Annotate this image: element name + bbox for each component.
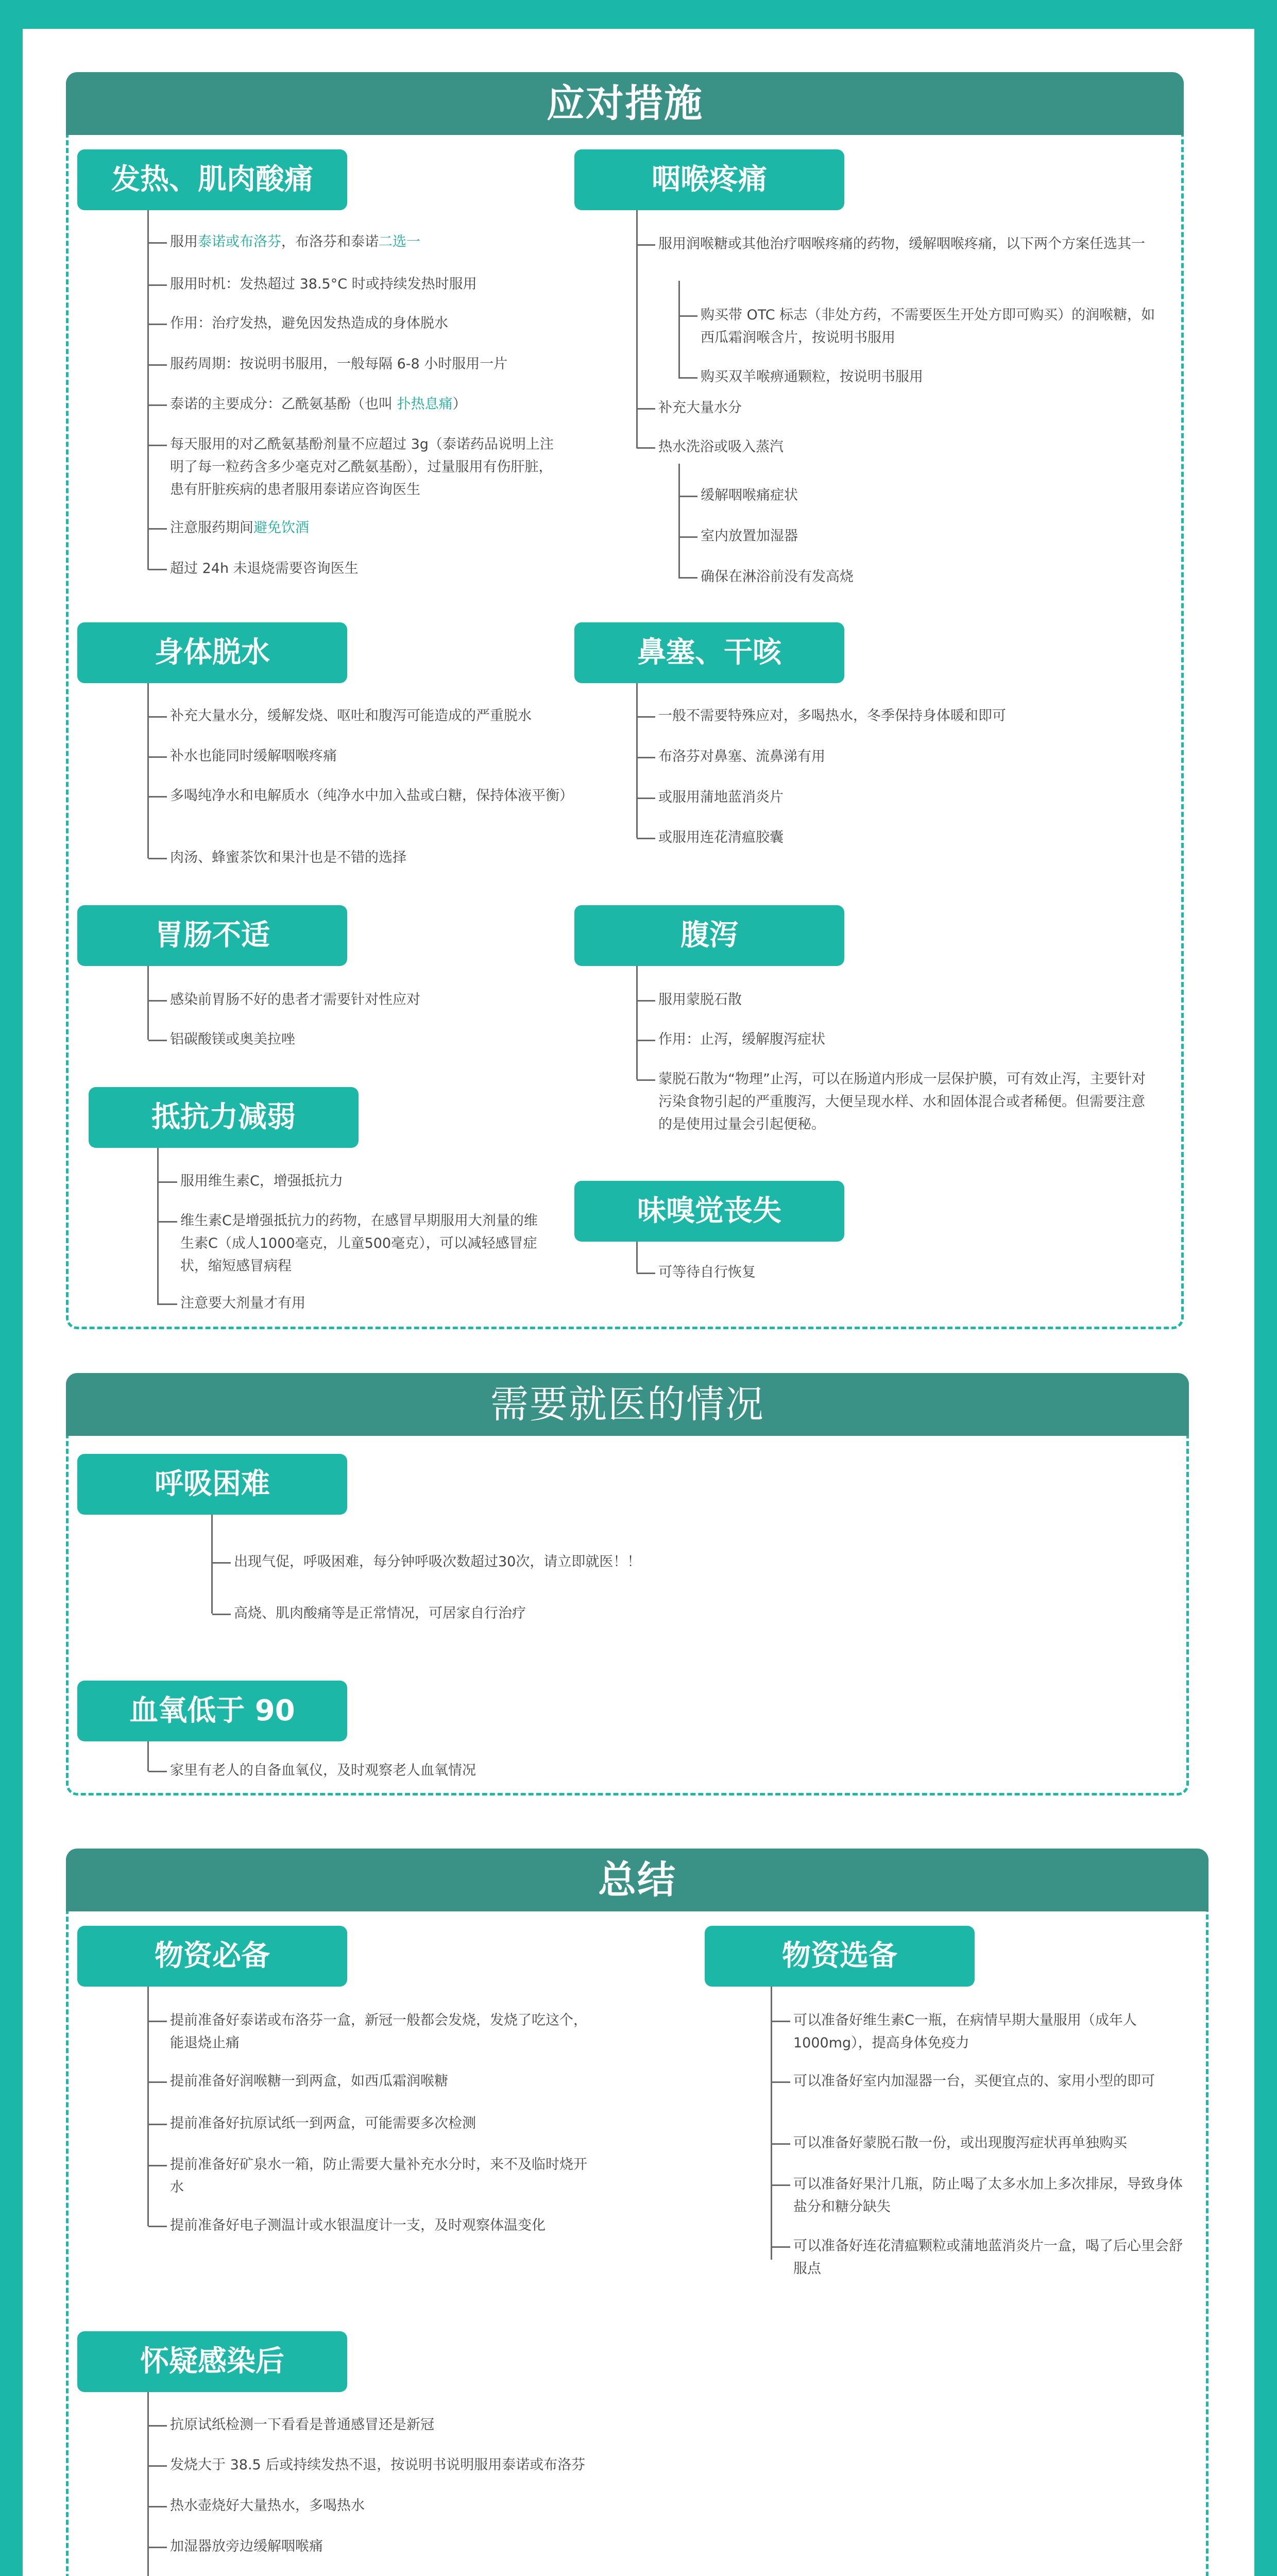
fever-item: 泰诺的主要成分：乙酰氨基酚（也叫 扑热息痛）	[170, 393, 541, 416]
nose-pill: 鼻塞、干咳	[574, 622, 844, 683]
throat-item: 补充大量水分	[658, 397, 1122, 419]
throat-subitem: 室内放置加湿器	[701, 525, 1113, 548]
immunity-pill: 抵抗力减弱	[89, 1087, 359, 1148]
diarrhea-item: 作用：止泻，缓解腹泻症状	[658, 1028, 1173, 1051]
nose-item: 或服用蒲地蓝消炎片	[658, 786, 1173, 809]
suspect-item: 加湿器放旁边缓解咽喉痛	[170, 2535, 737, 2558]
suspect-item: 热水壶烧好大量热水，多喝热水	[170, 2495, 737, 2517]
suspect-item: 发烧大于 38.5 后或持续发热不退，按说明书说明服用泰诺或布洛芬	[170, 2454, 737, 2477]
fever-item: 超过 24h 未退烧需要咨询医生	[170, 557, 541, 580]
must-item: 提前准备好泰诺或布洛芬一盒，新冠一般都会发烧，发烧了吃这个，能退烧止痛	[170, 2009, 598, 2055]
throat-subitem: 购买带 OTC 标志（非处方药，不需要医生开处方即可购买）的润喉糖，如西瓜霜润喉含片，按说明书服用	[701, 304, 1164, 349]
diarrhea-pill: 腹泻	[574, 905, 844, 966]
fever-item: 服用泰诺或布洛芬，布洛芬和泰诺二选一	[170, 231, 541, 253]
must-item: 提前准备好润喉糖一到两盒，如西瓜霜润喉糖	[170, 2070, 598, 2093]
diarrhea-item: 蒙脱石散为“物理”止泻，可以在肠道内形成一层保护膜，可有效止泻，主要针对污染食物引起的严重腹泻，大便呈现水样、水和固体混合或者稀便。但需要注意的是使用过量会引起便秘。	[658, 1068, 1148, 1136]
stomach-pill: 胃肠不适	[77, 905, 347, 966]
throat-pill: 咽喉疼痛	[574, 149, 844, 210]
stomach-item: 感染前胃肠不好的患者才需要针对性应对	[170, 989, 582, 1011]
fever-item: 作用：治疗发热，避免因发热造成的身体脱水	[170, 312, 541, 335]
fever-pill: 发热、肌肉酸痛	[77, 149, 347, 210]
diarrhea-item: 服用蒙脱石散	[658, 989, 1173, 1011]
breath-item: 高烧、肌肉酸痛等是正常情况，可居家自行治疗	[234, 1602, 904, 1625]
immunity-item: 维生素C是增强抵抗力的药物，在感冒早期服用大剂量的维生素C（成人1000毫克，儿童500毫克），可以减轻感冒症状，缩短感冒病程	[180, 1210, 541, 1278]
oxygen-item: 家里有老人的自备血氧仪，及时观察老人血氧情况	[170, 1759, 840, 1782]
breath-item: 出现气促，呼吸困难，每分钟呼吸次数超过30次，请立即就医！！	[234, 1551, 904, 1573]
must-pill: 物资必备	[77, 1926, 347, 1987]
suspect-pill: 怀疑感染后	[77, 2331, 347, 2392]
section-title: 需要就医的情况	[66, 1373, 1189, 1436]
fever-item: 服药周期：按说明书服用，一般每隔 6-8 小时服用一片	[170, 353, 541, 376]
throat-subitem: 确保在淋浴前没有发高烧	[701, 566, 1113, 588]
throat-subitem: 缓解咽喉痛症状	[701, 484, 1113, 507]
oxygen-pill: 血氧低于 90	[77, 1681, 347, 1741]
fever-item: 每天服用的对乙酰氨基酚剂量不应超过 3g（泰诺药品说明上注明了每一粒药含多少毫克对乙酰氨基酚），过量服用有伤肝脏，患有肝脏疾病的患者服用泰诺应咨询医生	[170, 433, 561, 501]
immunity-item: 服用维生素C，增强抵抗力	[180, 1170, 551, 1193]
optional-item: 可以准备好维生素C一瓶，在病情早期大量服用（成年人1000mg），提高身体免疫力	[793, 2009, 1195, 2055]
throat-item: 服用润喉糖或其他治疗咽喉疼痛的药物，缓解咽喉疼痛，以下两个方案任选其一	[658, 233, 1199, 256]
optional-item: 可以准备好果汁几瓶，防止喝了太多水加上多次排尿，导致身体盐分和糖分缺失	[793, 2173, 1195, 2218]
suspect-item: 抗原试纸检测一下看看是普通感冒还是新冠	[170, 2414, 737, 2436]
must-item: 提前准备好矿泉水一箱，防止需要大量补充水分时，来不及临时烧开水	[170, 2154, 598, 2199]
fever-item: 注意服药期间避免饮酒	[170, 517, 541, 539]
taste-pill: 味嗅觉丧失	[574, 1181, 844, 1242]
section-title: 应对措施	[66, 72, 1184, 135]
fever-item: 服用时机：发热超过 38.5°C 时或持续发热时服用	[170, 273, 541, 296]
dehydration-pill: 身体脱水	[77, 622, 347, 683]
immunity-item: 注意要大剂量才有用	[180, 1292, 541, 1315]
throat-subitem: 购买双羊喉痹通颗粒，按说明书服用	[701, 366, 1164, 388]
dehydration-item: 多喝纯净水和电解质水（纯净水中加入盐或白糖，保持体液平衡）	[170, 785, 582, 807]
nose-item: 一般不需要特殊应对，多喝热水，冬季保持身体暖和即可	[658, 705, 1173, 727]
stomach-item: 铝碳酸镁或奥美拉唑	[170, 1028, 582, 1051]
dehydration-item: 补充大量水分，缓解发烧、呕吐和腹泻可能造成的严重脱水	[170, 705, 582, 727]
optional-item: 可以准备好连花清瘟颗粒或蒲地蓝消炎片一盒，喝了后心里会舒服点	[793, 2235, 1195, 2280]
optional-item: 可以准备好室内加湿器一台，买便宜点的、家用小型的即可	[793, 2070, 1195, 2093]
nose-item: 布洛芬对鼻塞、流鼻涕有用	[658, 745, 1173, 768]
section-title: 总结	[66, 1849, 1208, 1911]
optional-item: 可以准备好蒙脱石散一份，或出现腹泻症状再单独购买	[793, 2132, 1195, 2155]
throat-item: 热水洗浴或吸入蒸汽	[658, 436, 1122, 459]
breath-pill: 呼吸困难	[77, 1454, 347, 1515]
dehydration-item: 肉汤、蜂蜜茶饮和果汁也是不错的选择	[170, 846, 582, 869]
dehydration-item: 补水也能同时缓解咽喉疼痛	[170, 745, 582, 768]
taste-item: 可等待自行恢复	[658, 1261, 1070, 1284]
must-item: 提前准备好电子测温计或水银温度计一支，及时观察体温变化	[170, 2214, 634, 2237]
nose-item: 或服用连花清瘟胶囊	[658, 826, 1173, 849]
optional-pill: 物资选备	[705, 1926, 975, 1987]
must-item: 提前准备好抗原试纸一到两盒，可能需要多次检测	[170, 2112, 598, 2135]
